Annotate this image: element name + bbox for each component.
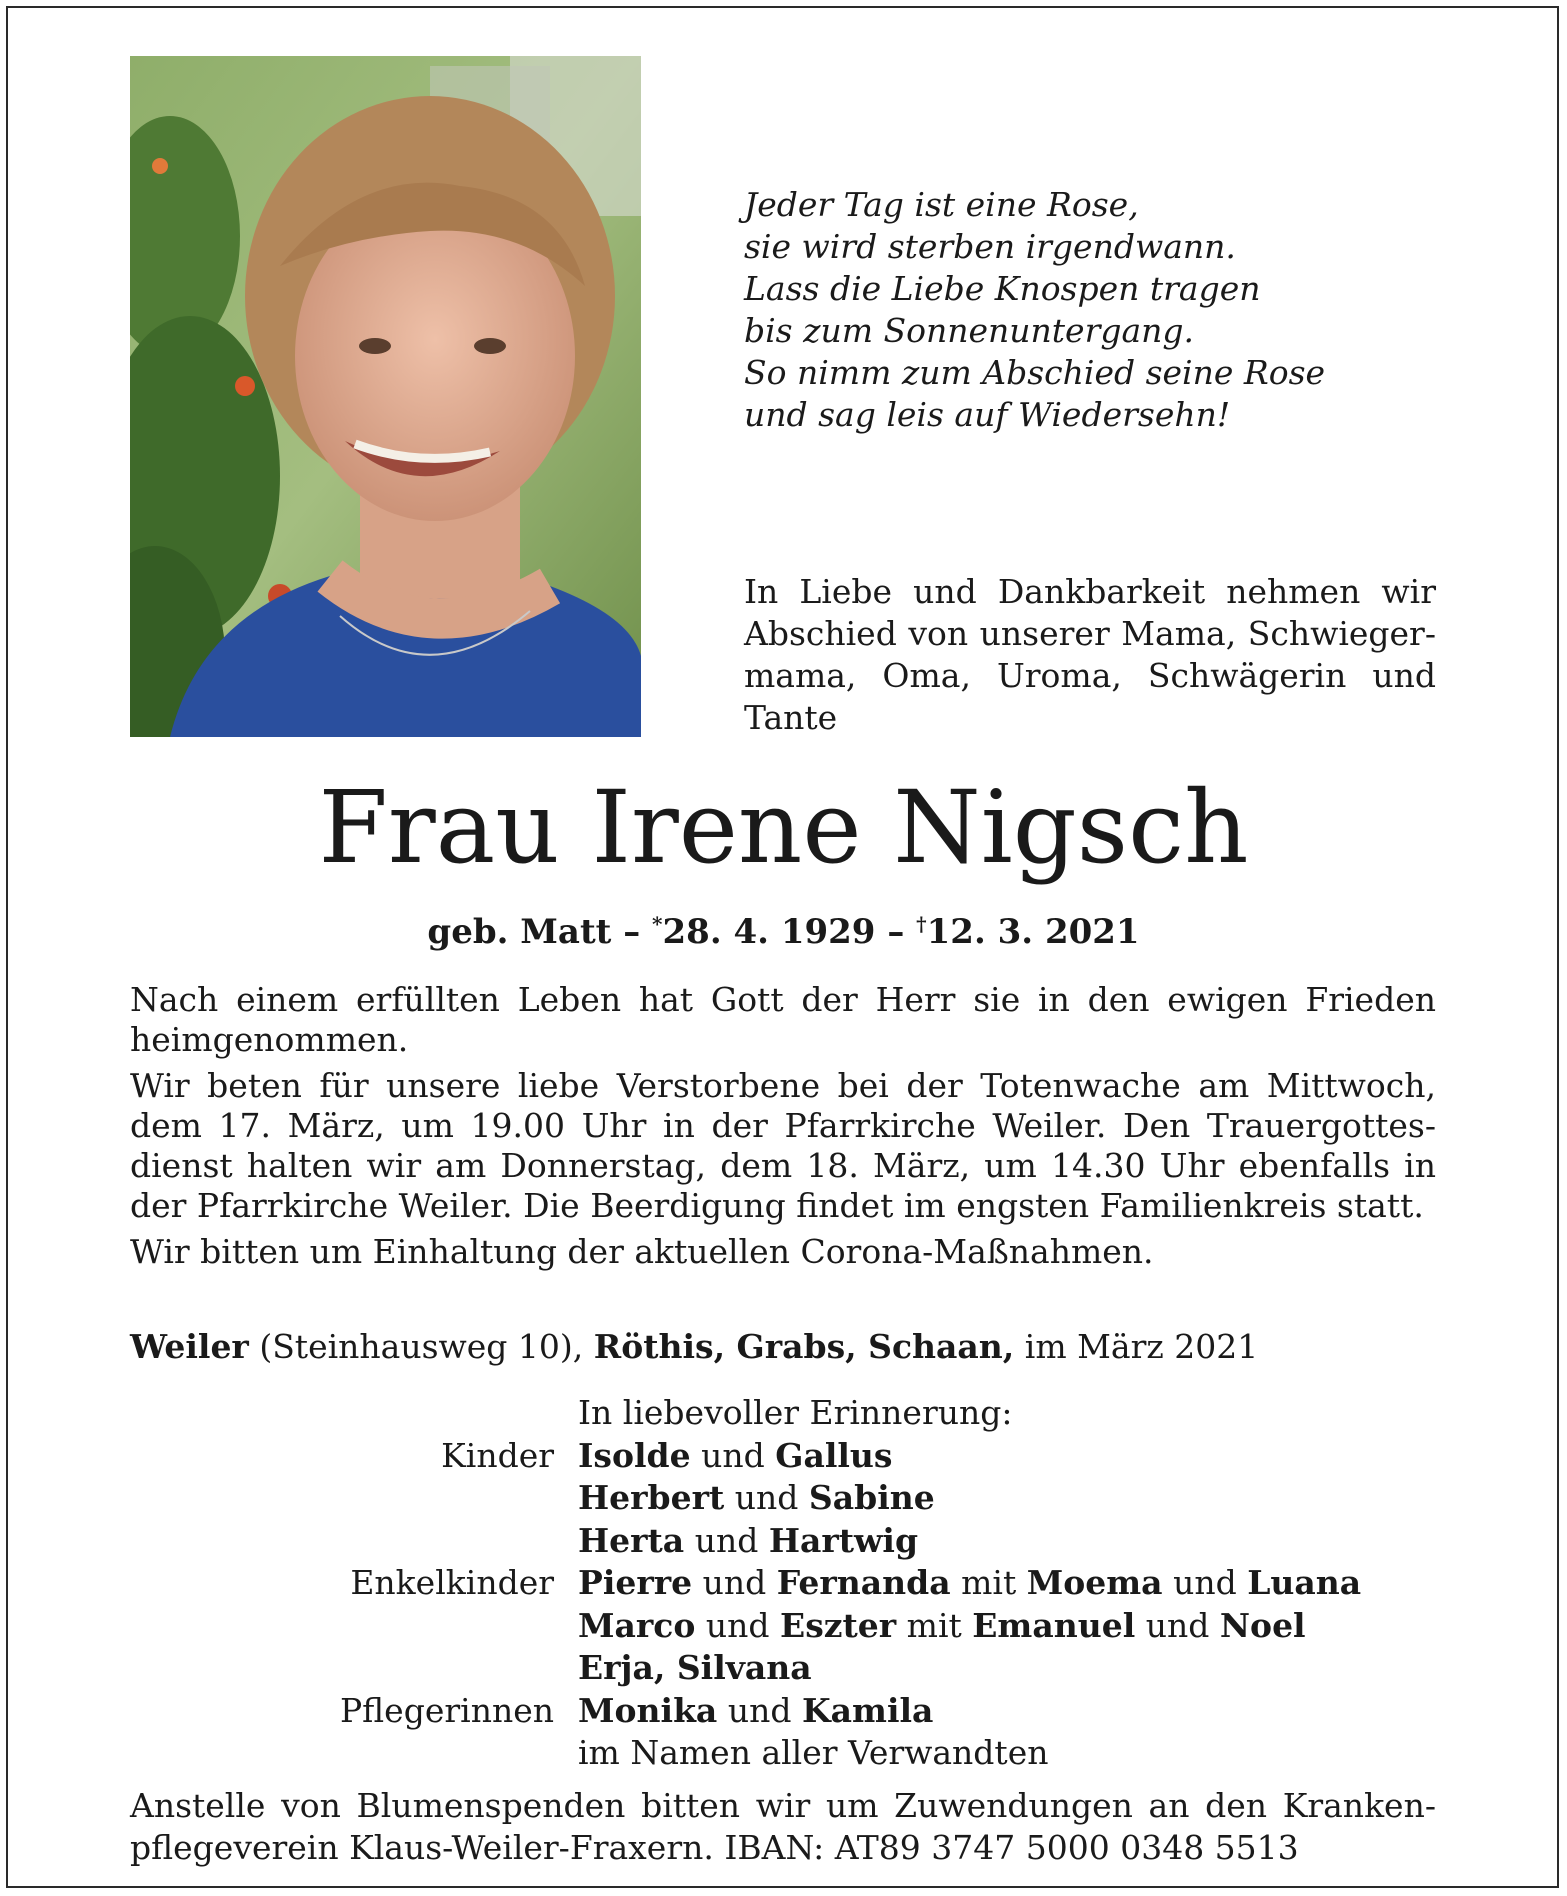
place-line bbox=[130, 1326, 1436, 1368]
separator: – bbox=[623, 912, 641, 952]
poem-line: Jeder Tag ist eine Rose, bbox=[744, 185, 1139, 224]
poem-line: bis zum Sonnenuntergang. bbox=[744, 311, 1195, 350]
carer-name: Kamila bbox=[801, 1690, 934, 1730]
body-text bbox=[130, 980, 1436, 1278]
grandchildren-extra: Erja, Silvana bbox=[578, 1648, 812, 1687]
children-row: Herta und Hartwig bbox=[578, 1520, 919, 1560]
poem-line: sie wird sterben irgendwann. bbox=[744, 227, 1236, 266]
birth-symbol: * bbox=[652, 912, 663, 936]
poem-line: So nimm zum Abschied seine Rose bbox=[744, 353, 1326, 392]
farewell-text: In Liebe und Dankbarkeit nehmen wir Abschied von unserer Mama, Schwiegermama, Oma, Uroma, Schwägerin und Tante bbox=[744, 572, 1436, 737]
great-grandchild-name: Moema bbox=[1026, 1563, 1163, 1602]
mourners-closing: im Namen aller Verwandten bbox=[578, 1733, 1049, 1772]
great-grandchild-name: Emanuel bbox=[972, 1605, 1136, 1645]
mourners-list bbox=[130, 1392, 1436, 1775]
poem-line: und sag leis auf Wiedersehn! bbox=[744, 395, 1231, 434]
body-paragraph: Nach einem erfüllten Leben hat Gott der Herr sie in den ewigen Frieden heimgenommen. bbox=[130, 980, 1436, 1059]
carers-row: Pflegerinnen Monika und Kamila bbox=[130, 1690, 1436, 1733]
body-paragraph: Wir beten für unsere liebe Verstorbene bei der Totenwache am Mittwoch, dem 17. März, um 19.00 Uhr in der Pfarrkirche Weiler. Den Trauergottesdienst halten wir am Donnerstag, dem 18. März, um 14.30 Uhr ebenfalls in der Pfarrkirche Weiler. Die Beerdigung findet im engsten Familienkreis statt. bbox=[130, 1066, 1436, 1225]
child-name: Isolde bbox=[578, 1435, 691, 1475]
poem-line: Lass die Liebe Knospen tragen bbox=[744, 269, 1261, 308]
separator: – bbox=[887, 912, 905, 952]
child-partner-name: Hartwig bbox=[768, 1520, 919, 1560]
child-partner-name: Sabine bbox=[808, 1478, 935, 1517]
children-row: Herbert und Sabine bbox=[578, 1478, 935, 1517]
place-town: Weiler bbox=[130, 1327, 249, 1366]
birth-death-dates bbox=[0, 902, 1567, 954]
role-children: Kinder bbox=[441, 1435, 554, 1475]
grandchild-name: Pierre bbox=[578, 1563, 693, 1602]
portrait-photo bbox=[130, 56, 641, 737]
child-name: Herbert bbox=[578, 1478, 725, 1517]
great-grandchild-name: Luana bbox=[1247, 1563, 1362, 1602]
place-others: Röthis, Grabs, Schaan, bbox=[593, 1327, 1015, 1366]
mourners-intro-row bbox=[130, 1392, 1436, 1435]
poem bbox=[744, 184, 1444, 436]
birth-date: 28. 4. 1929 bbox=[662, 912, 876, 952]
death-symbol: † bbox=[916, 912, 927, 936]
donation-note: Anstelle von Blumenspenden bitten wir um Zuwendungen an den Krankenpflegeverein Klaus-Weiler-Fraxern. IBAN: AT89 3747 5000 0348 5513 bbox=[130, 1786, 1436, 1867]
grandchild-partner-name: Fernanda bbox=[776, 1563, 951, 1602]
place-address: (Steinhausweg 10), bbox=[259, 1327, 584, 1366]
closing-row bbox=[130, 1732, 1436, 1775]
grandchildren-row: Enkelkinder Pierre und Fernanda mit Moema und Luana bbox=[130, 1562, 1436, 1605]
mourners-intro: In liebevoller Erinnerung: bbox=[578, 1393, 1013, 1432]
maiden-name: geb. Matt bbox=[427, 912, 612, 952]
great-grandchild-name: Noel bbox=[1219, 1605, 1306, 1645]
place-date: im März 2021 bbox=[1024, 1327, 1259, 1366]
death-date: 12. 3. 2021 bbox=[926, 912, 1140, 952]
child-name: Herta bbox=[578, 1520, 685, 1560]
grandchildren-row: Marco und Eszter mit Emanuel und Noel bbox=[578, 1605, 1306, 1645]
grandchild-name: Marco bbox=[578, 1605, 696, 1645]
carer-name: Monika bbox=[578, 1690, 718, 1730]
body-paragraph: Wir bitten um Einhaltung der aktuellen Corona-Maßnahmen. bbox=[130, 1232, 1154, 1271]
child-partner-name: Gallus bbox=[775, 1435, 893, 1475]
deceased-name: Frau Irene Nigsch bbox=[318, 769, 1249, 886]
children-row: Kinder Isolde und Gallus bbox=[130, 1435, 1436, 1478]
grandchildren-row bbox=[130, 1647, 1436, 1690]
grandchild-partner-name: Eszter bbox=[780, 1605, 897, 1645]
role-grandchildren: Enkelkinder bbox=[350, 1563, 554, 1602]
role-carers: Pflegerinnen bbox=[339, 1690, 554, 1730]
